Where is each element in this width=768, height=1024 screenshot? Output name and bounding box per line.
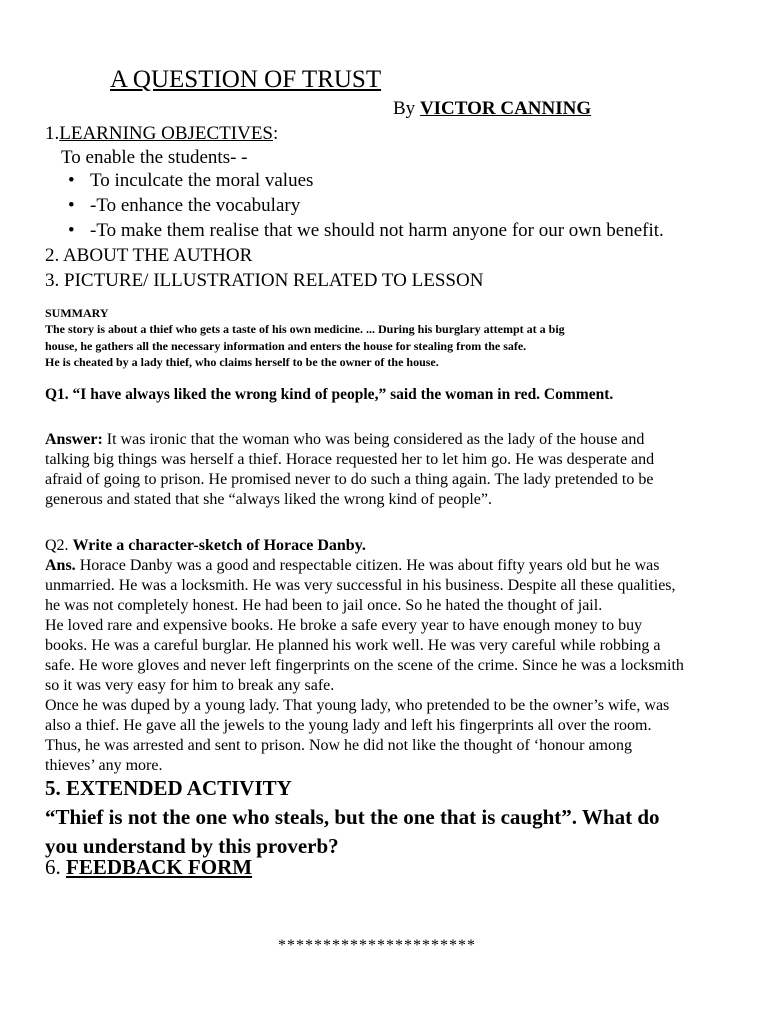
end-divider: ********************** — [278, 937, 476, 954]
answer-line — [45, 430, 725, 450]
answer-line: thieves’ any more. — [45, 757, 163, 774]
answer-line: safe. He wore gloves and never left fingerprints on the scene of the crime. Since he was a locksmith — [45, 657, 684, 674]
author-name: VICTOR CANNING — [419, 98, 592, 119]
document-title: A QUESTION OF TRUST — [110, 66, 382, 93]
feedback-label: FEEDBACK FORM — [66, 855, 253, 879]
extended-activity-heading: 5. EXTENDED ACTIVITY — [45, 776, 292, 800]
summary-line: house, he gathers all the necessary information and enters the house for stealing from the safe. — [45, 339, 527, 353]
list-item — [64, 193, 664, 218]
answer-line: talking big things was herself a thief. Horace requested her to let him go. He was desperate and — [45, 451, 655, 468]
summary-heading: SUMMARY — [45, 306, 109, 320]
learning-objectives-heading — [45, 123, 278, 145]
list-item — [64, 218, 664, 243]
bullet-icon: • — [68, 195, 75, 216]
extended-question-line: “Thief is not the one who steals, but the one that is caught”. What do — [45, 805, 660, 829]
answer-line: He loved rare and expensive books. He broke a safe every year to have enough money to buy — [45, 617, 643, 634]
picture-heading: 3. PICTURE/ ILLUSTRATION RELATED TO LESSON — [45, 270, 484, 291]
answer-line: unmarried. He was a locksmith. He was very successful in his business. Despite all these qualities, — [45, 577, 676, 594]
answer-text: Horace Danby was a good and respectable citizen. He was about fifty years old but he was — [75, 557, 660, 574]
objectives-number: 1. — [45, 123, 60, 144]
question-2-text: Write a character-sketch of Horace Danby. — [72, 537, 366, 554]
answer-line: so it was very easy for him to break any safe. — [45, 677, 335, 694]
answer-line: he was not completely honest. He had been to jail once. So he hated the thought of jail. — [45, 597, 603, 614]
objectives-colon: : — [273, 123, 279, 144]
bullet-icon: • — [68, 170, 75, 191]
answer-2 — [45, 556, 725, 776]
answer-line — [45, 556, 725, 576]
objective-text: To inculcate the moral values — [90, 170, 314, 191]
answer-line: Thus, he was arrested and sent to prison. Now he did not like the thought of ‘honour among — [45, 737, 632, 754]
question-2-line — [45, 536, 725, 556]
answer-label: Answer: — [45, 431, 103, 448]
summary-line: The story is about a thief who gets a taste of his own medicine. ... During his burglary attempt at a big — [45, 322, 565, 336]
answer-line: generous and stated that she “always liked the wrong kind of people”. — [45, 491, 492, 508]
objectives-heading-text: LEARNING OBJECTIVES — [59, 123, 273, 144]
answer-1 — [45, 430, 725, 510]
byline — [393, 98, 591, 120]
answer-line: Once he was duped by a young lady. That young lady, who pretended to be the owner’s wife, was — [45, 697, 670, 714]
extended-question-line: you understand by this proverb? — [45, 834, 339, 858]
extended-activity-question — [45, 803, 660, 861]
answer-label: Ans. — [45, 557, 76, 574]
byline-prefix: By — [393, 98, 420, 119]
feedback-prefix: 6. — [45, 855, 66, 879]
bullet-icon: • — [68, 220, 75, 241]
objectives-intro: To enable the students- - — [61, 147, 248, 168]
question-2 — [45, 536, 725, 556]
about-author-heading: 2. ABOUT THE AUTHOR — [45, 245, 253, 266]
list-item — [64, 168, 664, 193]
question-1: Q1. “I have always liked the wrong kind of people,” said the woman in red. Comment. — [45, 386, 614, 403]
answer-line: books. He was a careful burglar. He planned his work well. He was very careful while robbing a — [45, 637, 661, 654]
answer-text: It was ironic that the woman who was being considered as the lady of the house and — [102, 431, 645, 448]
objectives-list — [64, 168, 664, 243]
objective-text: -To make them realise that we should not harm anyone for our own benefit. — [90, 220, 664, 241]
question-2-prefix: Q2. — [45, 537, 73, 554]
answer-line: afraid of going to prison. He promised never to do such a thing again. The lady pretended to be — [45, 471, 654, 488]
answer-line: also a thief. He gave all the jewels to the young lady and left his fingerprints all over the room. — [45, 717, 652, 734]
summary-line: He is cheated by a lady thief, who claims herself to be the owner of the house. — [45, 355, 439, 369]
feedback-heading — [45, 855, 252, 880]
objective-text: -To enhance the vocabulary — [90, 195, 301, 216]
